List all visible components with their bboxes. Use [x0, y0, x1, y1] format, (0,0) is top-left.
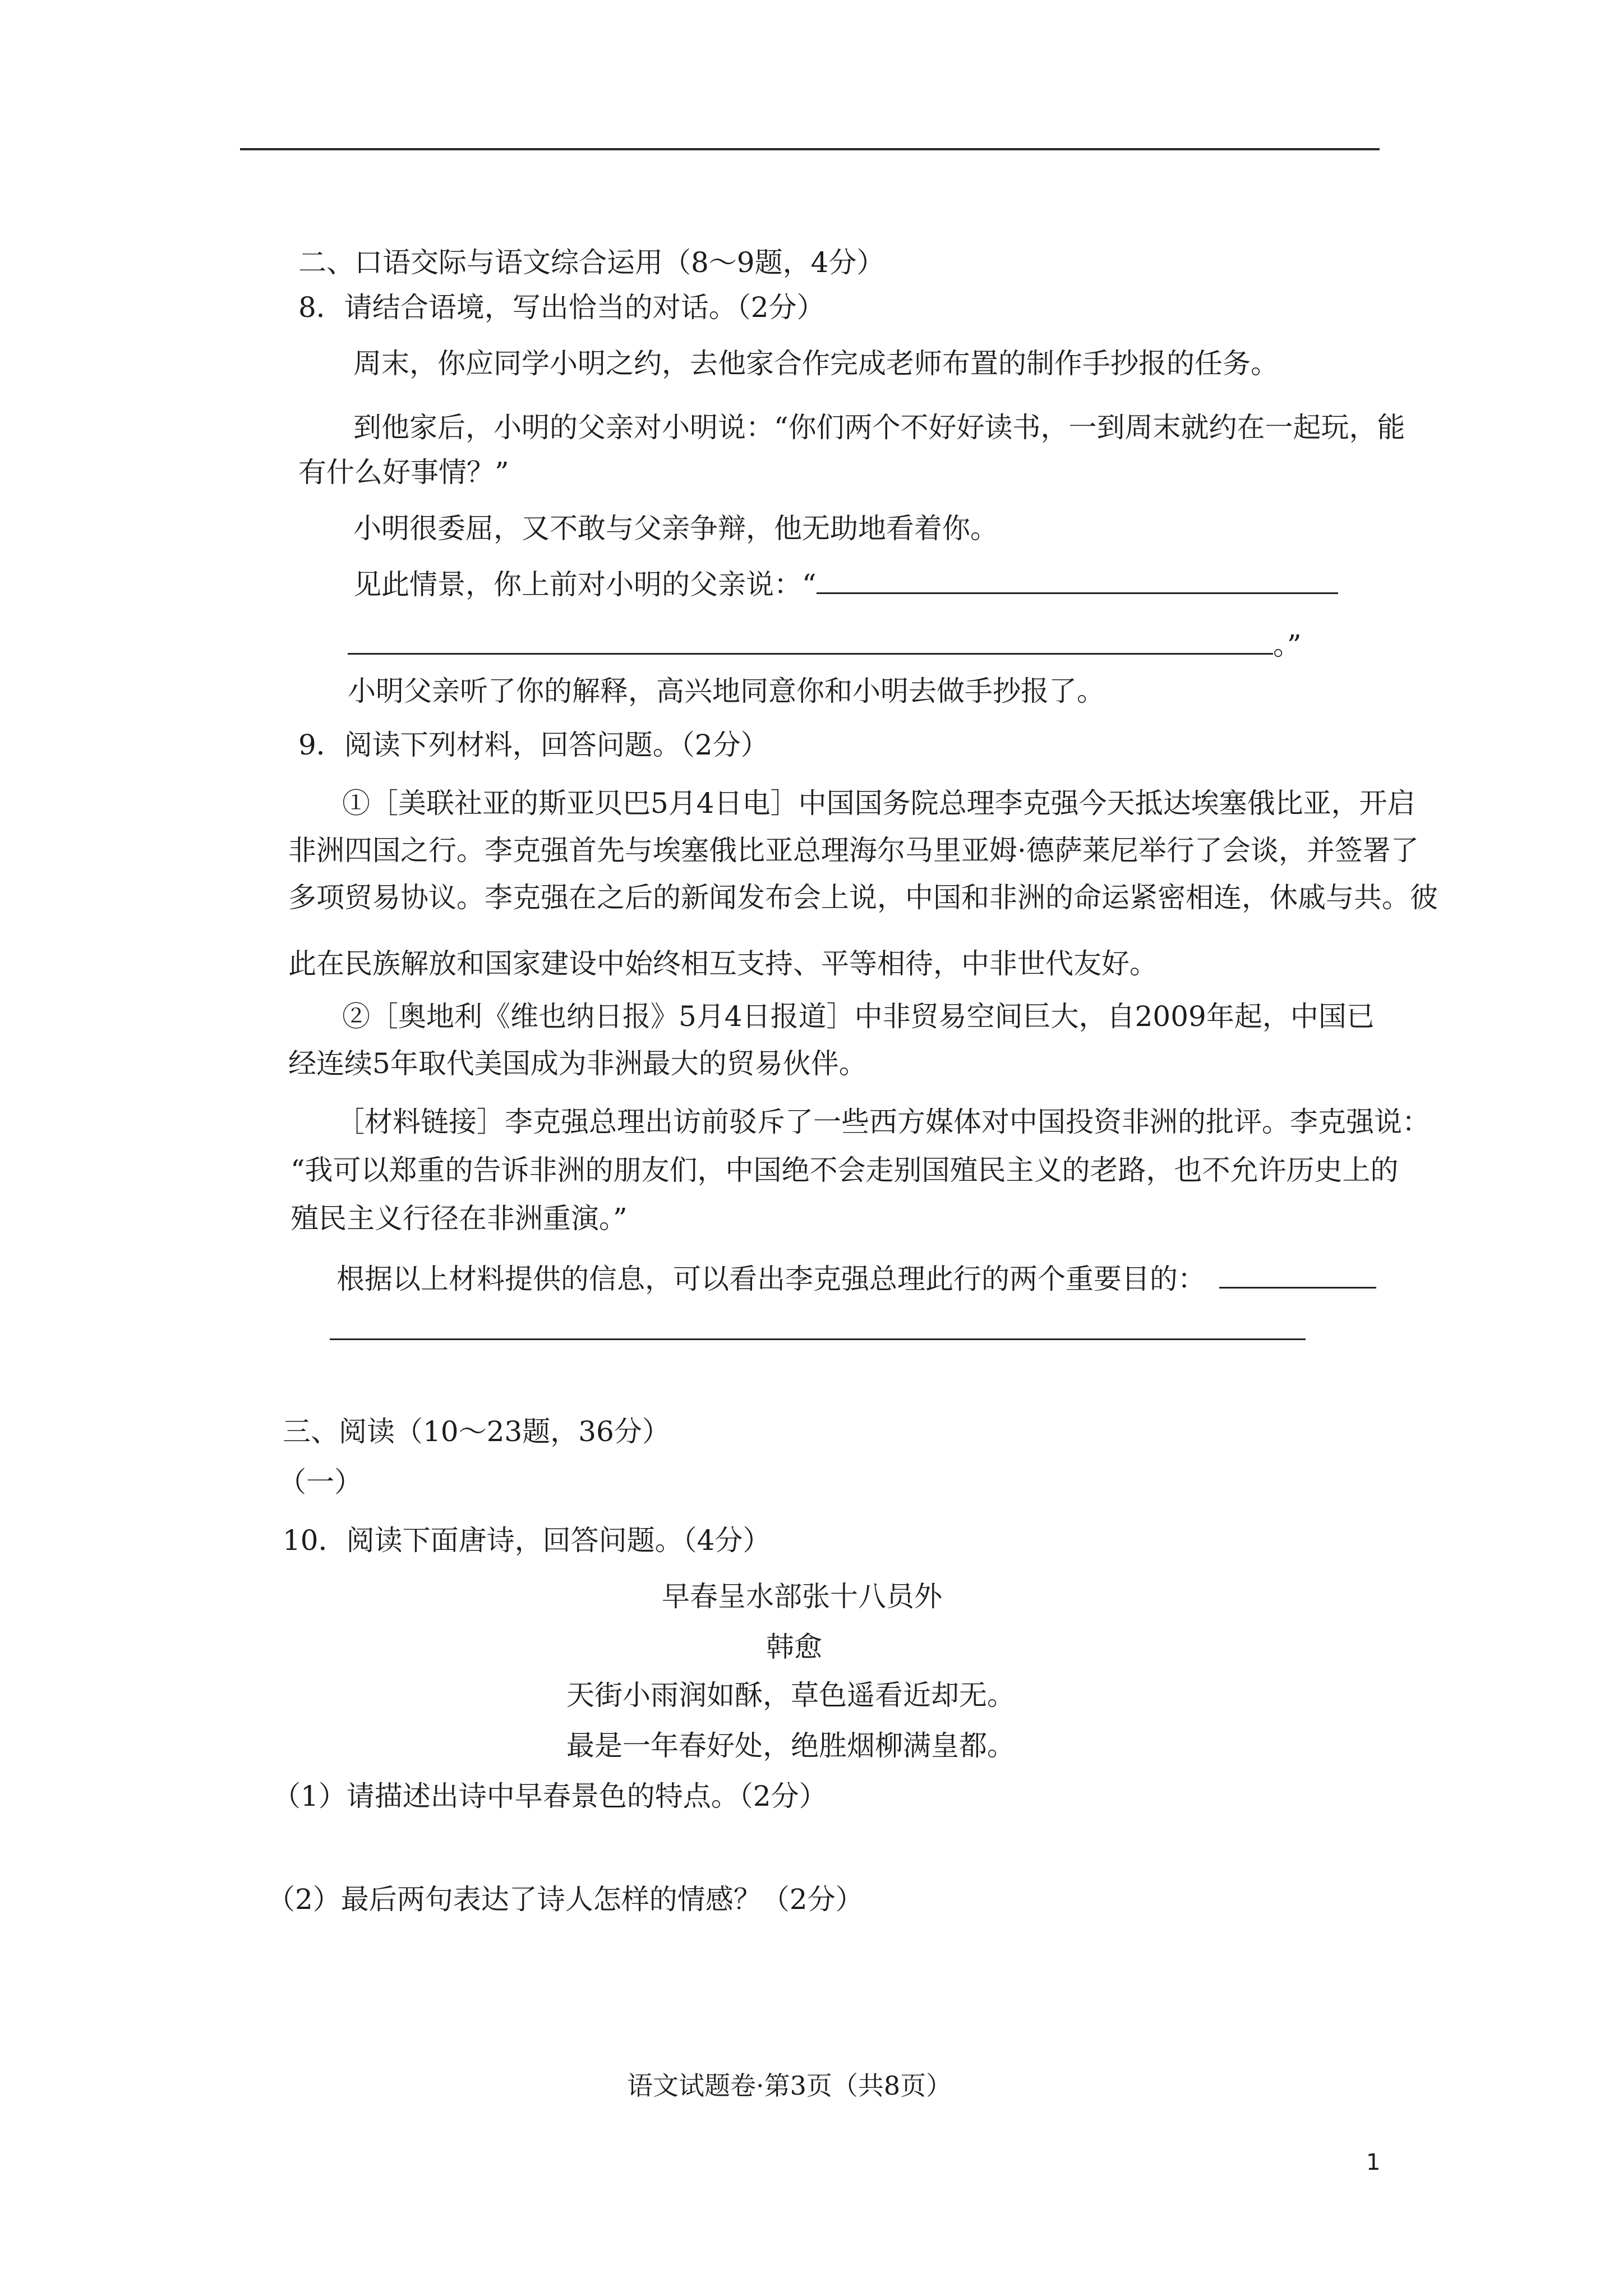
q8-after: 小明父亲听了你的解释，高兴地同意你和小明去做手抄报了。 [348, 675, 1105, 707]
q9-answer-blank-1[interactable] [1219, 1264, 1376, 1289]
poem-title: 早春呈水部张十八员外 [662, 1580, 942, 1613]
page-footer: 语文试题卷·第3页（共8页） [627, 2070, 952, 2101]
page-number: 1 [1366, 2150, 1381, 2175]
q9-material1-line-4: 此在民族解放和国家建设中始终相互支持、平等相待，中非世代友好。 [288, 947, 1158, 980]
q8-answer-blank-1[interactable] [817, 570, 1338, 594]
q8-line-2: 到他家后，小明的父亲对小明说：“你们两个不好好读书，一到周末就约在一起玩，能 [353, 411, 1405, 444]
q10-stem: 10．阅读下面唐诗，回答问题。（4分） [283, 1524, 771, 1557]
q9-question-row [336, 1261, 1376, 1297]
top-rule [240, 148, 1380, 150]
q10-sub2: （2）最后两句表达了诗人怎样的情感？（2分） [267, 1883, 864, 1916]
poem-line-1: 天街小雨润如酥，草色遥看近却无。 [566, 1679, 1015, 1711]
q10-sub1: （1）请描述出诗中早春景色的特点。（2分） [273, 1780, 827, 1812]
q8-line-4: 小明很委屈，又不敢与父亲争辩，他无助地看着你。 [353, 512, 998, 545]
q8-answer-row-2 [348, 627, 1302, 663]
q8-answer-end: 。” [1273, 629, 1302, 661]
q9-stem: 9．阅读下列材料，回答问题。（2分） [298, 729, 769, 761]
q8-answer-prompt: 见此情景，你上前对小明的父亲说：“ [353, 568, 817, 601]
section3-sub: （一） [278, 1466, 362, 1498]
q8-line-3: 有什么好事情？” [298, 456, 509, 489]
q9-answer-blank-2[interactable] [330, 1316, 1306, 1340]
q9-material1-line-2: 非洲四国之行。李克强首先与埃塞俄比亚总理海尔马里亚姆·德萨莱尼举行了会谈，并签署了 [288, 834, 1419, 867]
q8-line-1: 周末，你应同学小明之约，去他家合作完成老师布置的制作手抄报的任务。 [353, 347, 1279, 380]
q9-link-line-3: 殖民主义行径在非洲重演。” [291, 1202, 628, 1235]
q9-answer-row-2 [330, 1313, 1306, 1349]
q8-answer-blank-2[interactable] [348, 631, 1273, 655]
poem-author: 韩愈 [766, 1631, 822, 1663]
q9-material1-line-1: ①［美联社亚的斯亚贝巴5月4日电］中国国务院总理李克强今天抵达埃塞俄比亚，开启 [342, 787, 1415, 820]
q9-material2-line-1: ②［奥地利《维也纳日报》5月4日报道］中非贸易空间巨大，自2009年起，中国已 [342, 1000, 1375, 1033]
q9-material1-line-3: 多项贸易协议。李克强在之后的新闻发布会上说，中国和非洲的命运紧密相连，休戚与共。彼 [288, 881, 1438, 914]
q8-stem: 8．请结合语境，写出恰当的对话。（2分） [298, 291, 825, 324]
section2-heading: 二、口语交际与语文综合运用（8～9题，4分） [298, 246, 885, 279]
q9-material2-line-2: 经连续5年取代美国成为非洲最大的贸易伙伴。 [288, 1047, 867, 1080]
q9-link-line-1: ［材料链接］李克强总理出访前驳斥了一些西方媒体对中国投资非洲的批评。李克强说： [336, 1106, 1430, 1138]
section3-heading: 三、阅读（10～23题，36分） [283, 1415, 670, 1448]
q8-answer-row [353, 567, 1338, 602]
poem-line-2: 最是一年春好处，绝胜烟柳满皇都。 [566, 1729, 1015, 1762]
q9-link-line-2: “我可以郑重的告诉非洲的朋友们，中国绝不会走别国殖民主义的老路，也不允许历史上的 [291, 1154, 1399, 1186]
q9-question: 根据以上材料提供的信息，可以看出李克强总理此行的两个重要目的： [336, 1263, 1206, 1295]
